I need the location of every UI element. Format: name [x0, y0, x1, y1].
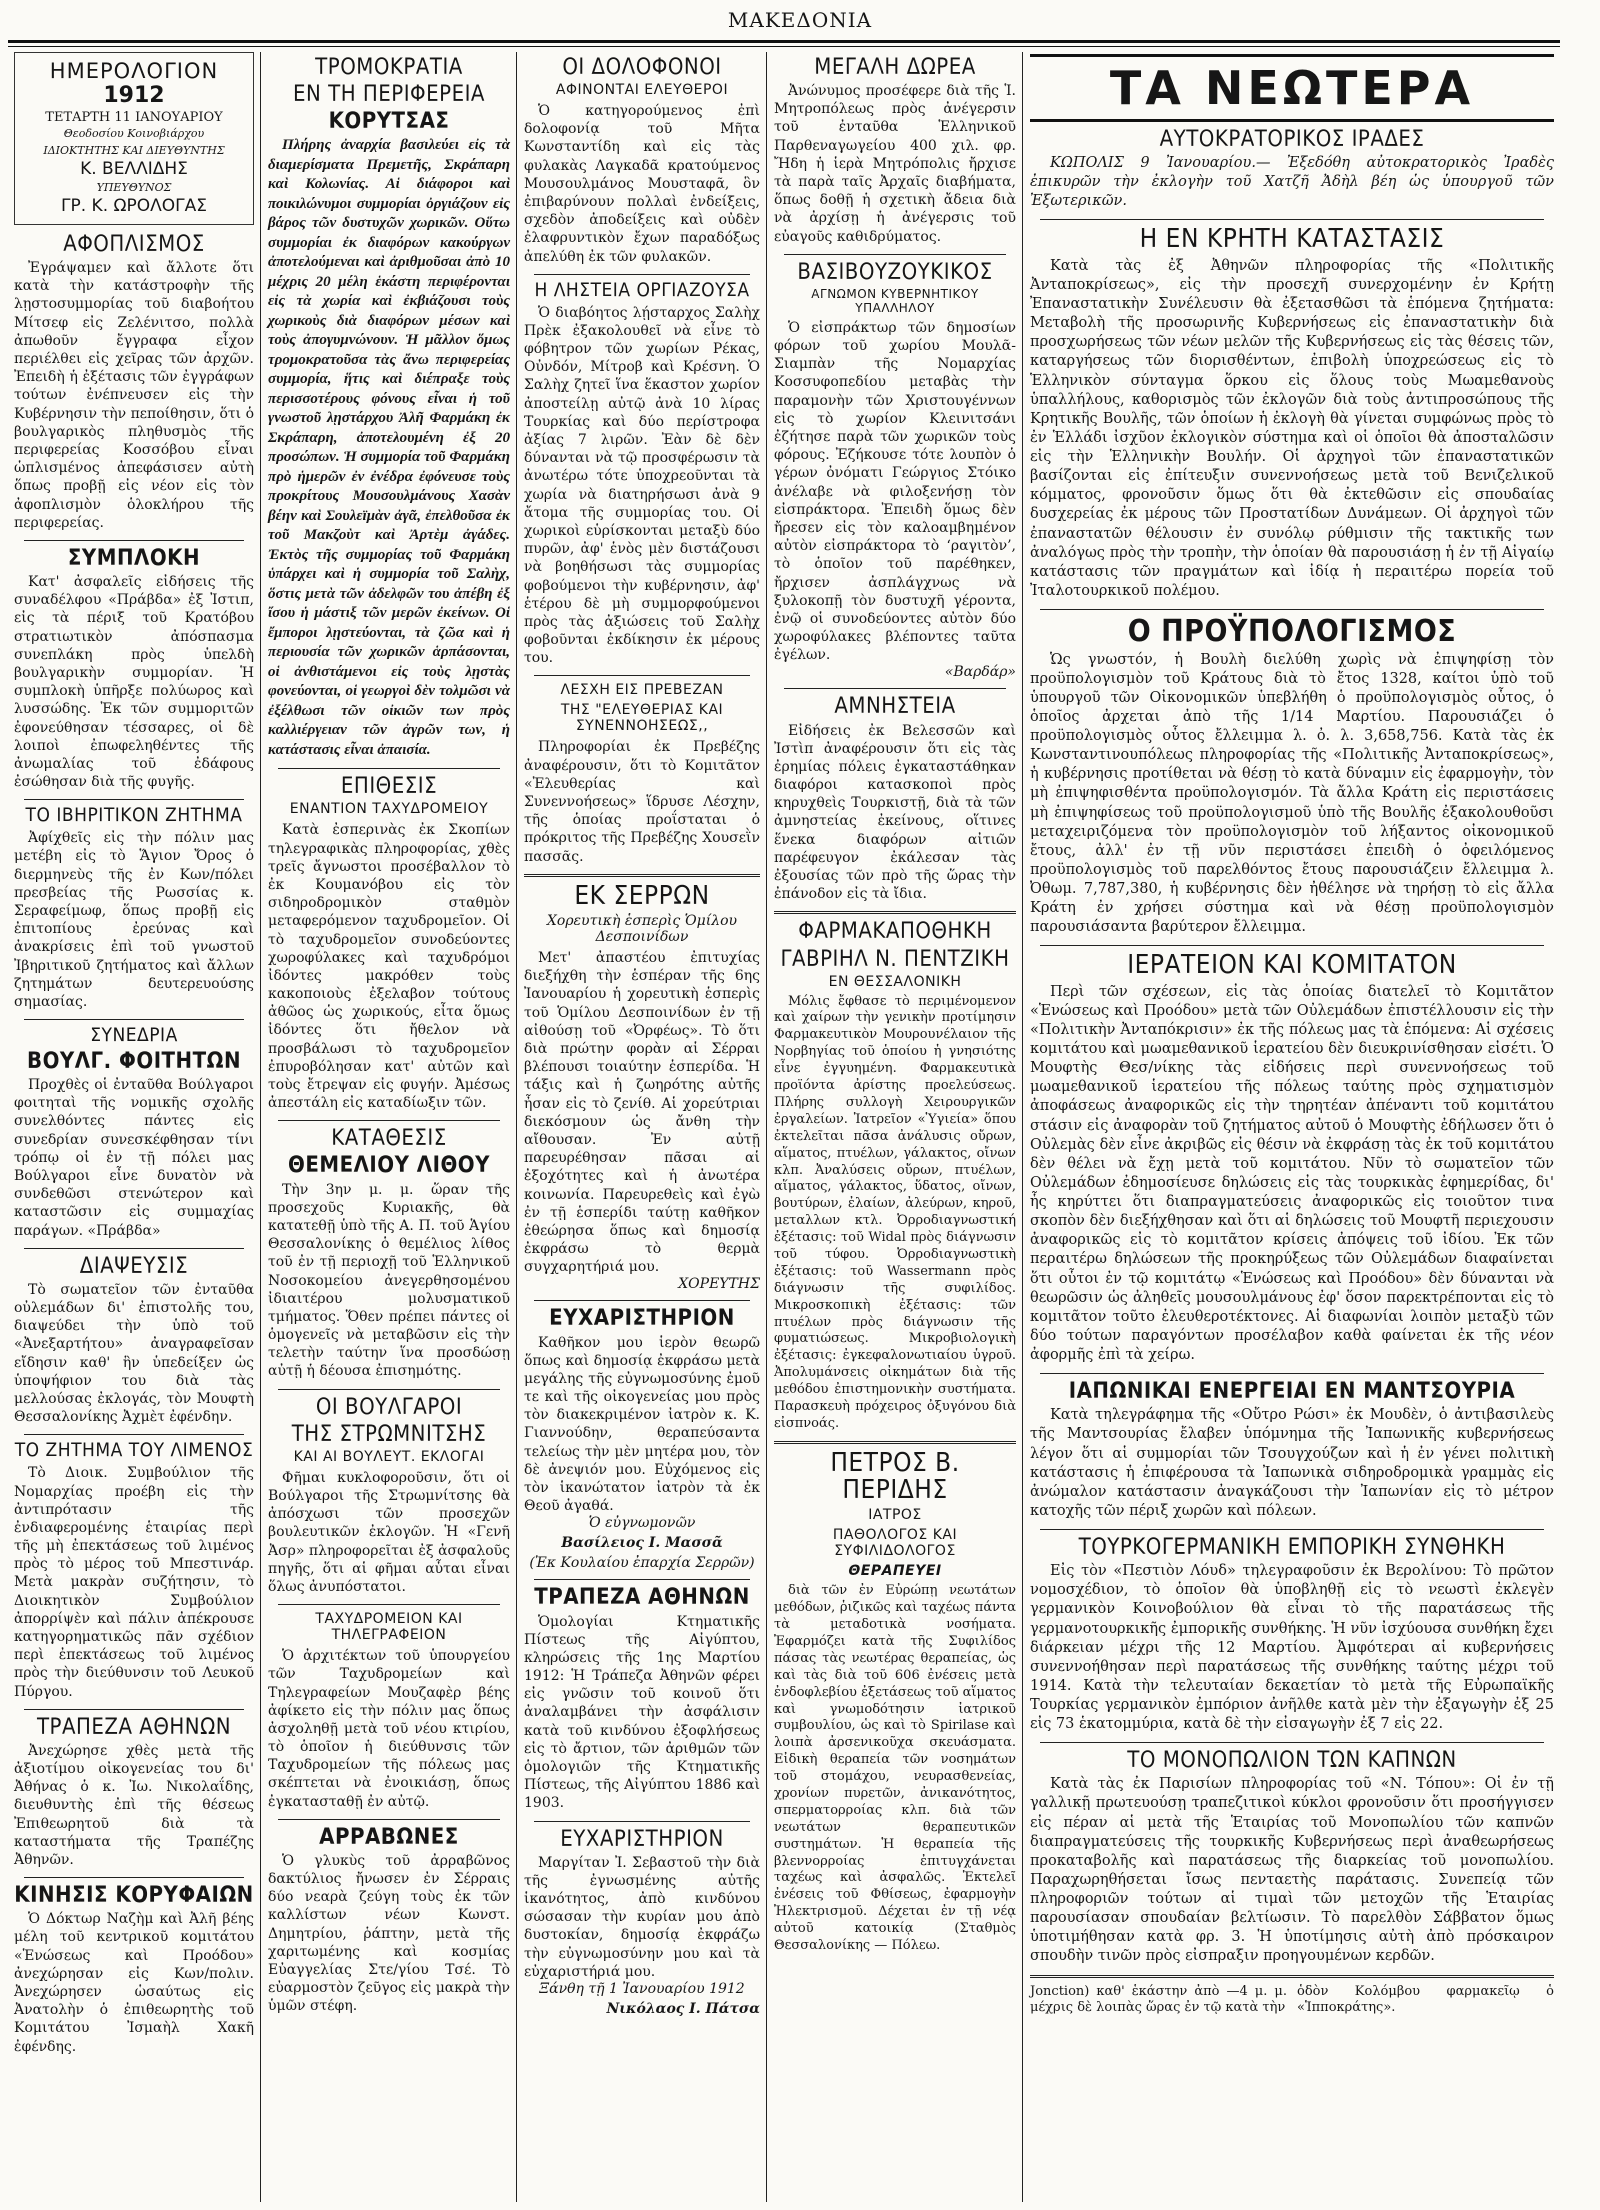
- article: [1030, 226, 1554, 601]
- page-footer-continuation: [1030, 1984, 1554, 2018]
- article-title: ΙΕΡΑΤΕΙΟΝ ΚΑΙ ΚΟΜΙΤΑΤΟΝ: [1127, 950, 1457, 981]
- article-signature-name: Νικόλαος Ι. Πάτσα: [606, 2000, 760, 2017]
- divider: [278, 1389, 500, 1390]
- article-title: ΤΑΧΥΔΡΟΜΕΙΟΝ ΚΑΙ ΤΗΛΕΓΡΑΦΕΙΟΝ: [315, 1611, 463, 1644]
- advertisement: [774, 1447, 1017, 1955]
- article-title: ΑΦΟΠΛΙΣΜΟΣ: [63, 232, 205, 257]
- ad-subtitle: ΕΝ ΘΕΣΣΑΛΟΝΙΚΗ: [828, 973, 962, 990]
- column-1: [8, 52, 260, 2202]
- top-rule: [8, 40, 1560, 43]
- article: [268, 1127, 510, 1380]
- article-body: Πληροφορίαι ἐκ Πρεβέζης ἀναφέρουσιν, ὅτι τὸ Κομιτᾶτον «Ἐλευθερίας καὶ Συνεννοήσεως» ἵδρυσε Λέσχην, τῆς ὁποίας προΐσταται ὁ πρόκριτος τῆς Πρεβέζης Χουσεῒν πασσᾶς.: [524, 739, 760, 865]
- article-title: ΕΥΧΑΡΙΣΤΗΡΙΟΝ: [549, 1306, 735, 1332]
- article-title: Η ΛΗΣΤΕΙΑ ΟΡΓΙΑΖΟΥΣΑ: [534, 278, 750, 301]
- divider: [278, 1819, 500, 1820]
- article-title-3: ΚΟΡΥΤΣΑΣ: [328, 109, 450, 135]
- responsible-name: ΓΡ. Κ. ΩΡΟΛΟΓΑΣ: [61, 196, 207, 216]
- article-body: Εἰς τὸν «Πεστιὸν Λόυδ» τηλεγραφοῦσιν ἐκ Βερολίνου: Τὸ πρῶτον νομοσχέδιον, τὸ ὁποῖον θὰ ὑποβληθῇ εἰς τὸ νεωστὶ ἐκλεγὲν γερμανικὸν Κοινοβούλιον θὰ εἶναι τὸ τῆς παρατάσεως τῆς γερμανοτουρκικῆς ἐμπορικῆς συνθήκης. Ἡ νῦν ἰσχύουσα συνθήκη ἔχει διάρκειαν μέχρι τῆς 12 Μαρτίου. Ἀμφότεραι αἱ κυβερνήσεις συνεννοήθησαν περὶ παρατάσεως τῆς συνθήκης ταύτης μέχρι τοῦ 1914. Κατὰ τὴν τελευταίαν δεκαετίαν τὸ μετὰ τῆς Εὐρωπαϊκῆς Τουρκίας γερμανικὸν ἐμπόριον ἀνῆλθε κατὰ μὲν τὴν ἐξαγωγὴν ἐξ 25 εἰς 73 ἑκατομμύρια, κατὰ δὲ τὴν εἰσαγωγὴν ἐξ 7 εἰς 22.: [1030, 1563, 1554, 1733]
- article-title: Η ΕΝ ΚΡΗΤΗ ΚΑΤΑΣΤΑΣΙΣ: [1139, 224, 1445, 255]
- article-title-2: ΒΟΥΛΓ. ΦΟΙΤΗΤΩΝ: [26, 1049, 242, 1074]
- article-subtitle: ΑΓΝΩΜΟΝ ΚΥΒΕΡΝΗΤΙΚΟΥ ΥΠΑΛΛΗΛΟΥ: [811, 286, 979, 315]
- divider: [784, 254, 1006, 255]
- article-title: ΑΜΝΗΣΤΕΙΑ: [834, 694, 956, 720]
- ad-subtitle: ΙΑΤΡΟΣ: [868, 1507, 922, 1524]
- divider: [1040, 1373, 1544, 1374]
- article-body: Ὁ Δόκτωρ Ναζὴμ καὶ Ἀλῆ βέης μέλη τοῦ κεντρικοῦ κομιτάτου «Ἑνώσεως καὶ Προόδου» ἀνεχώρησαν εἰς Κων/πολιν. Ἀνεχώρησεν ὡσαύτως εἰς Ἀνατολὴν ὁ ἐπιθεωρητὴς τοῦ Κομιτάτου Ἰσμαὴλ Χακῆ ἐφένδης.: [14, 1911, 254, 2055]
- divider: [278, 1120, 500, 1121]
- article-title: ΛΕΣΧΗ ΕΙΣ ΠΡΕΒΕΖΑΝ: [560, 682, 724, 699]
- article-body: Μετ' ἀπαστέου ἐπιτυχίας διεξήχθη τὴν ἑσπέραν τῆς 6ης Ἰανουαρίου ἡ χορευτικὴ ἑσπερὶς τοῦ Ὁμίλου Δεσποινίδων ἐν τῇ αἰθούσῃ τοῦ «Ὀρφέως». Τὸ ὅτι διὰ πρώτην φορὰν αἱ Σέρραι βλέπουσι τοιαύτην ἑσπερίδα. Ἡ τάξις καὶ ἡ ζωηρότης αὐτῆς ἦσαν εἰς τὸ ζενίθ. Αἱ χορεύτριαι διεκόσμουν ὡς ἄνθη τὴν αἴθουσαν. Ἐν αὐτῇ παρευρέθησαν πᾶσαι αἱ ἐξοχότητες καὶ ἡ ἀνωτέρα κοινωνία. Παρευρεθεὶς καὶ ἐγὼ ἐν τῇ ἑσπερίδι ταύτῃ καθῆκον ἐθεώρησα ὅπως καὶ δημοσίᾳ ἐκφράσω τὸ θερμὰ συγχαρητήριά μου.: [524, 950, 760, 1276]
- ad-title: ΦΑΡΜΑΚΑΠΟΘΗΚΗ: [798, 919, 992, 945]
- article-body: Τὴν 3ην μ. μ. ὥραν τῆς προσεχοῦς Κυριακῆς, θὰ κατατεθῇ ὑπὸ τῆς Α. Π. τοῦ Ἁγίου Θεσσαλονίκης ὁ θεμέλιος λίθος τοῦ ἐν τῇ περιοχῇ τοῦ Ἑλληνικοῦ Νοσοκομείου ἀνεγερθησομένου ἰδιαιτέρου μολυσματικοῦ τμήματος. Ὅθεν πρέπει πάντες οἱ ὁμογενεῖς νὰ μεταβῶσιν εἰς τὴν τελετὴν ταύτην ἵνα προσδώσῃ αὐτῇ ἡ δέουσα ἐπισημότης.: [268, 1181, 510, 1380]
- article: [1030, 616, 1554, 937]
- article-subtitle: ΑΦΙΝΟΝΤΑΙ ΕΛΕΥΘΕΡΟΙ: [555, 82, 729, 99]
- article-signature-place: (Ἐκ Κουλαίου ἐπαρχία Σερρῶν): [529, 1555, 755, 1572]
- article-title: ΚΑΤΑΘΕΣΙΣ: [331, 1126, 447, 1152]
- divider: [24, 799, 244, 800]
- article-body: Ὁ κατηγορούμενος ἐπὶ δολοφονίᾳ τοῦ Μῆτα Κωνσταντίδη καὶ εἰς τὰς φυλακὰς Λαγκαδᾶ κρατούμενος Μουσουλμάνος Μουσταφᾶ, ὃν ἐπιβαρύνουν πολλαὶ ἐνδείξεις, σχεδὸν ἀποδείξεις καὶ οὐδὲν ἐλαφρυντικὸν ἔχων παραδόξως ἀπελύθη ἐκ τῶν φυλακῶν.: [524, 103, 760, 265]
- article: [524, 1586, 760, 1812]
- article-title: ΕΠΙΘΕΣΙΣ: [340, 774, 438, 800]
- article: [1030, 1536, 1554, 1734]
- divider: [24, 1248, 244, 1249]
- article: [774, 261, 1016, 681]
- article-title-2: ΘΕΜΕΛΙΟΥ ΛΙΘΟΥ: [288, 1153, 490, 1179]
- article-title: ΣΥΝΕΔΡΙΑ: [90, 1024, 178, 1047]
- article-body: Ἀφίχθεῖς εἰς τὴν πόλιν μας μετέβη εἰς τὸ Ἅγιον Ὄρος ὁ διερμηνεὺς τῆς ἐν Κων/πόλει πρεσβείας τῆς Ρωσσίας κ. Σεραφείμωφ, ὅπως προβῇ εἰς ἐπιτοπίους ἐρεύνας καὶ ἀνακρίσεις ἐπὶ τοῦ γνωστοῦ Ἰβηριτικοῦ ζητήματος καὶ ἄλλων ζητημάτων δευτερευούσης σημασίας.: [14, 830, 254, 1010]
- article-title: ΣΥΜΠΛΟΚΗ: [67, 545, 201, 571]
- column-rule: [766, 52, 767, 2202]
- article-body: Κατ' ἀσφαλεῖς εἰδήσεις τῆς συναδέλφου «Πράβδα» ἐξ Ἰστιπ, εἰς τὰ πέριξ τοῦ Κρατόβου στρατιωτικὸν ἀπόσπασμα συνεπλάκη πρὸς ὑπελδὴ βουλγαρικὴν συμμορίαν. Ἡ συμπλοκὴ ὑπῆρξε πολύωρος καὶ λυσσώδης. Ἐκ τῶν συμμοριτῶν ἐφονεύθησαν τέσσαρες, οἱ δὲ λοιποὶ ἐπωφεληθέντες τῆς ἀνωμαλίας τοῦ ἐδάφους ἐσώθησαν διὰ τῆς φυγῆς.: [14, 574, 254, 791]
- article-body: Τὸ Διοικ. Συμβούλιον τῆς Νομαρχίας προέβη εἰς τὴν ἀντιπρότασιν τῆς ἐνδιαφερομένης ἑταιρίας περὶ τῆς μὴ ἐπεκτάσεως τοῦ λιμένος πρὸς τὸ μέρος τοῦ Μπεστινάρ. Μετὰ μακρὰν συζήτησιν, τὸ Διοικητικὸν Συμβούλιον ἀπορρίψὲν καὶ πάλιν ἀπέκρουσε κατηγορηματικῶς πᾶν σχέδιον περὶ ἐπεκτάσεως τοῦ λιμένος πρὸς τὴν διεύθυνσιν τοῦ Λευκοῦ Πύργου.: [14, 1465, 254, 1700]
- divider: [24, 1709, 244, 1710]
- column-rule: [1022, 52, 1023, 2202]
- article: [14, 547, 254, 791]
- article-title: ΤΡΑΠΕΖΑ ΑΘΗΝΩΝ: [36, 1714, 232, 1740]
- article: [268, 1826, 510, 2016]
- advertisement: [774, 920, 1016, 1432]
- divider: [24, 540, 244, 541]
- article-body: Κατὰ τὰς ἐκ Παρισίων πληροφορίας τοῦ «Ν. Τόπου»: Οἱ ἐν τῇ γαλλικῇ πρωτευούσῃ τραπεζιτικοὶ κύκλοι φρονοῦσιν ὅτι προσήγγισεν εἰς πέραν αἱ μετὰ τῆς Ἑταιρίας τοῦ Μονοπωλίου τῶν καπνῶν διαπραγματεύσεις τῆς τουρκικῆς Κυβερνήσεως περὶ ἀναθεωρήσεως προκαταβολῆς καὶ παρατάσεως τῆς διαρκείας τοῦ μονοπωλίου. Παραχωρηθήσεται ἴσως πενταετὴς παράτασις. Συνεπείᾳ τῶν πληροφοριῶν τούτων αἱ τιμαὶ τῶν μετοχῶν τῆς Ἑταιρίας παρουσίασαν σπουδαίαν βελτίωσιν. Τὸ παρελθὸν Σάββατον ὅμως ὑποτιμήθησαν κατὰ φρ. 3. Ἡ ὑποτίμησις αὐτὴ ἀπὸ πρόσκαιρον σπουδὴν τινῶν πρὸς εἰσπραξιν προηγουμένων κερδῶν.: [1030, 1776, 1554, 1965]
- article-body: Ὁ ἀρχιτέκτων τοῦ ὑπουργείου τῶν Ταχυδρομείων καὶ Τηλεγραφείων Μουζαφὲρ βέης ἀφίκετο εἰς τὴν πόλιν μας ὅπως ἀσχοληθῇ μετὰ τοῦ νέου κτιρίου, τὸ ὁποῖον ἡ διεύθυνσις τῶν Ταχυδρομείων τῆς πόλεως μας σκέπτεται νὰ ἐνοικιάσῃ, ὅπως ἐγκατασταθῇ ἐν αὐτῷ.: [268, 1648, 510, 1810]
- article-subtitle: ΕΝΑΝΤΙΟΝ ΤΑΧΥΔΡΟΜΕΙΟΥ: [289, 801, 489, 818]
- article-signature: ΧΟΡΕΥΤΗΣ: [678, 1276, 760, 1293]
- divider: [534, 1300, 750, 1301]
- article-subtitle: Χορευτικὴ ἑσπερὶς Ὁμίλου Δεσποινίδων: [546, 913, 738, 946]
- article-title: Ο ΠΡΟΫΠΟΛΟΓΙΣΜΟΣ: [1127, 614, 1457, 650]
- divider: [1040, 609, 1544, 610]
- article-title: ΤΟ ΜΟΝΟΠΩΛΙΟΝ ΤΩΝ ΚΑΠΝΩΝ: [1127, 1748, 1457, 1774]
- masthead: ΜΑΚΕΔΟΝΙΑ: [727, 8, 873, 32]
- article-title-2: ΤΗΣ ΣΤΡΩΜΝΙΤΣΗΣ: [291, 1421, 487, 1447]
- article-title: ΤΟ ΙΒΗΡΙΤΙΚΟΝ ΖΗΤΗΜΑ: [25, 804, 243, 827]
- article-title: ΟΙ ΔΟΛΟΦΟΝΟΙ: [562, 55, 722, 80]
- article-signature: Ὁ εὐγνωμονῶν: [588, 1515, 696, 1532]
- article: [14, 1441, 254, 1700]
- article: [14, 233, 254, 532]
- article: [1030, 1749, 1554, 1966]
- article-title: ΕΚ ΣΕΡΡΩΝ: [574, 880, 710, 911]
- article-body: Ὁ εἰσπράκτωρ τῶν δημοσίων φόρων τοῦ χωρίου Μουλᾶ-Σιαμπὰν τῆς Νομαρχίας Κοσσυφοπεδίου μεταβὰς τὴν παραμονὴν τῶν Χριστουγέννων εἰς τὸ χωρίον Κλεινιτσάνι ἐζήτησε παρὰ τῶν χωρικῶν τοὺς φόρους. Ἐζήκουσε τότε λουπὸν ὁ γέρων ὀνόματι Γεώργιος Στόικο ἀνέλαβε νὰ φιλοξενήσῃ τὸν εἰσπράκτορα. Ἐπειδὴ ὅμως δὲν ἤρεσεν εἰς τὸν καλοαμβημένον αὐτὸν εἰσπράκτορα τὸ ‘ραγιτὸν’, τὸ ὁποῖον τοῦ παρέθηκεν, ἤρχισεν ἀσπλάγχνως νὰ ξυλοκοπῇ τὸν δυστυχῆ γέροντα, ἐνῷ οἱ συνοδεύοντες αὐτὸν δύο χωροφύλακες βλέποντες ταῦτα ἐγέλων.: [774, 319, 1016, 664]
- top-rule-thin: [8, 46, 1560, 47]
- calendar-saint: Θεοδοσίου Κοινοβιάρχου: [63, 127, 205, 140]
- article-title: ΑΥΤΟΚΡΑΤΟΡΙΚΟΣ ΙΡΑΔΕΣ: [1159, 127, 1425, 152]
- calendar-date: ΤΕΤΑΡΤΗ 11 ΙΑΝΟΥΑΡΙΟΥ: [45, 110, 223, 125]
- article: [1030, 1380, 1554, 1521]
- article-title-2: ΕΝ ΤΗ ΠΕΡΙΦΕΡΕΙΑ: [293, 82, 485, 108]
- divider: [1030, 1975, 1554, 1978]
- article-signature-date: Ξάνθη τῇ 1 Ἰανουαρίου 1912: [539, 1980, 745, 1997]
- divider: [24, 1877, 244, 1878]
- article-body: Ὁ διαβόητος λῄσταρχος Σαλὴχ Πρὲκ ἐξακολουθεῖ νὰ εἶνε τὸ φόβητρον τῶν χωρίων Ρέκας, Οὐνδόν, Μίτροβ καὶ Κρέσνη. Ὁ Σαλὴχ ζητεῖ ἵνα ἕκαστον χωρίον ἀποστείλῃ αὐτῷ ἀνὰ 10 λίρας Τουρκίας καὶ δύο περίστροφα ἀξίας 7 λιρῶν. Ἐὰν δὲ δὲν δύνανται νὰ τῷ προσφέρωσιν τὰ ἀνωτέρω τότε ὑποχρεοῦνται τὰ χωρία νὰ διατηρήσωσι ἀνὰ 9 ἄτομα τῆς συμμορίας του. Οἱ χωρικοὶ εὑρίσκονται μεταξὺ δύο πυρῶν, ἀφ' ἑνὸς μὲν διστάζουσι νὰ βοηθήσωσι τὰς συμμορίας φοβούμενοι τὴν κυβέρνησιν, ἀφ' ἑτέρου δὲ μὴ συμμορφούμενοι πρὸς τὰς ἀξιώσεις τοῦ Σαλὴχ φοβοῦνται ἐκδίκησιν ἐκ μέρους του.: [524, 304, 760, 667]
- article: [268, 775, 510, 1112]
- article: [14, 1884, 254, 2056]
- article-body: Ἀνώνυμος προσέφερε διὰ τῆς Ἱ. Μητροπόλεως πρὸς ἀνέγερσιν τοῦ ἐνταῦθα Ἑλληνικοῦ Παρθεναγωγείου 400 χιλ. φρ. Ἤδη ἡ ἱερὰ Μητρόπολις ἤρχισε τὰ παρὰ ταῖς Ἀρχαῖς διαβήματα, ὅπως δοθῇ ἡ σχετικὴ ἄδεια διὰ νὰ ἀρχίσῃ ἡ ἀνέγερσις τοῦ εὐαγοῦς καθιδρύματος.: [774, 83, 1016, 245]
- divider: [534, 1821, 750, 1822]
- article-body: Ὁμολογίαι Κτηματικῆς Πίστεως τῆς Αἰγύπτου, κληρώσεις τῆς 1ης Μαρτίου 1912: Ἡ Τράπεζα Ἀθηνῶν φέρει εἰς γνῶσιν τοῦ κοινοῦ ὅτι ἀναλαμβάνει τὴν ἀσφάλισιν κατὰ τοῦ κινδύνου ἐξοφλήσεως εἰς τὸ ἄρτιον, τῶν ἀριθμῶν τῶν ὁμολογιῶν τῆς Κτηματικῆς Πίστεως, τῆς Αἰγύπτου 1886 καὶ 1903.: [524, 1613, 760, 1812]
- article: [524, 682, 760, 865]
- article-title: ΕΥΧΑΡΙΣΤΗΡΙΟΝ: [560, 1826, 724, 1852]
- divider: [534, 274, 750, 275]
- article-title: ΚΙΝΗΣΙΣ ΚΟΡΥΦΑΙΩΝ: [14, 1883, 254, 1909]
- article: [268, 1611, 510, 1811]
- article-title: ΤΟ ΖΗΤΗΜΑ ΤΟΥ ΛΙΜΕΝΟΣ: [14, 1439, 254, 1462]
- article-title: ΙΑΠΩΝΙΚΑΙ ΕΝΕΡΓΕΙΑΙ ΕΝ ΜΑΝΤΣΟΥΡΙΑ: [1068, 1379, 1516, 1405]
- article-title: ΟΙ ΒΟΥΛΓΑΡΟΙ: [315, 1394, 463, 1420]
- article: [268, 56, 510, 760]
- column-3: [518, 52, 766, 2202]
- ad-title-2: ΠΑΘΟΛΟΓΟΣ ΚΑΙ ΣΥΦΙΛΙΔΟΛΟΓΟΣ: [832, 1527, 958, 1560]
- ad-subtitle-2: ΘΕΡΑΠΕΥΕΙ: [848, 1563, 942, 1580]
- article: [524, 278, 760, 668]
- divider: [534, 1579, 750, 1580]
- divider: [24, 1434, 244, 1435]
- ad-title-2: ΓΑΒΡΙΗΛ Ν. ΠΕΝΤΖΙΚΗ: [780, 946, 1010, 972]
- article-body: Εἰδήσεις ἐκ Βελεσσῶν καὶ Ἰστὶπ ἀναφέρουσιν ὅτι εἰς τὰς ἐρημίας πόλεις ἐγκαταστάθηκαν διαφόροι κατασκοποὶ πρὸς κηρυχθεὶς Τουρκιστῇ, διὰ τὰ τῶν ἀμνηστείας ἐκείνους, οἵτινες ἕνεκα διαφόρων αἰτιῶν παρέφευγον ἐκάλεσαν τὰς ἐξουσίας τῶν πρὸ τῆς ὥρας τὴν ἐπάνοδον εἰς τὰ ἴδια.: [774, 722, 1016, 903]
- article: [14, 1255, 254, 1427]
- article: [14, 1026, 254, 1240]
- divider: [278, 768, 500, 769]
- article-body: Ἀνεχώρησε χθὲς μετὰ τῆς ἀξιοτίμου οἰκογενείας του δι' Ἀθήνας ὁ κ. Ἰω. Νικολαΐδης, διευθυντὴς ἐπὶ τῆς θέσεως Ἐπιθεωρητοῦ διὰ τὰ καταστήματα τῆς Τραπέζης Ἀθηνῶν.: [14, 1742, 254, 1868]
- article: [14, 1716, 254, 1869]
- divider: [278, 1604, 500, 1605]
- article-title: ΒΑΣΙΒΟΥΖΟΥΚΙΚΟΣ: [797, 259, 993, 285]
- article: [524, 1307, 760, 1571]
- article-body: Περὶ τῶν σχέσεων, εἰς τὰς ὁποίας διατελεῖ τὸ Κομιτᾶτον «Ἑνώσεως καὶ Προόδου» μετὰ τῶν Οὐλεμάδων ἐπιστέλλουσιν εἰς τὴν «Πολιτικὴν Ἀνταπόκρισιν» ἐκ τῆς πόλεως μας τὰ ἑπόμενα: Αἱ σχέσεις κομιτάτου καὶ μωαμεθανικοῦ ἱερατείου δὲν διευκρινίσθησαν εἰσέτι. Ὁ Μουφτὴς Θεσ/νίκης τὰς εἰδήσεις περὶ συνεννοήσεως τοῦ μωαμεθανικοῦ ἱερατείου τῆς πόλεως ταύτης πρὸς σχηματισμὸν ἀποφάσεως ἀναφορικῶς εἰς τὴν τηρητέαν ἀπέναντι τοῦ κομιτάτου στάσιν εἰς ἀναφορὰν τοῦ ζητήματος αὐτοῦ ὁ Μουφτὴς ἐδήλωσεν ὅτι ὁ Οὐλεμὰς δὲν εἶνε ἀκριβῶς εἰς θέσιν νὰ ἐκφράσῃ τὰς ἐκ τοῦ κομιτάτου δὲν θέλει νὰ ἔχῃ μετὰ τοῦ κομιτάτου. Νῦν τὸ σωματεῖον τῶν Οὐλεμάδων ἐδημοσίευσε δηλώσεις εἰς τὰς τουρκικὰς ἐφημερίδας, δι' ἧς κηρύττει ὅτι διαπραγματεύσεις ἀναφορικῶς εἰς τοιοῦτον τινα σκοπὸν δὲν διεξήχθησαν καὶ ὅτι αἱ δηλώσεις τοῦ Μουφτῆ περιεχουσιν ἀναφορικῶς εἰς τὸ κομιτᾶτον κρίσεις ἀπόψεις τοῦ ἰδίου. Ἐκ τῶν περαιτέρω δηλώσεων τῆς προκηρύξεως τῶν Οὐλεμάδων διαφαίνεται ὅτι οὗτοι ἐν τῷ κομιτάτῳ «Ἑνώσεως καὶ Προόδου» δὲν δύνανται νὰ θεωρῶσιν ὡς ἀληθεῖς μουσουλμάνους ἐφ' ὅσον παρεκτρέπονται εἰς τὸ κομιτᾶτον τοῦτο ἐλευθεροτέκτονες. Αἱ διαφωνίαι λοιπὸν μεταξὺ τῶν δύο τούτων παραγόντων προσέλαβον καθὰ φαίνεται ἐκ τῆς νέον ἀφορμῆς ἐπὶ τὰ χείρω.: [1030, 983, 1554, 1364]
- divider: [534, 675, 750, 676]
- column-rule: [516, 52, 517, 2202]
- divider: [1040, 945, 1544, 946]
- ad-body: Μόλις ἔφθασε τὸ περιμένομενον καὶ χαίρων τὴν γενικὴν προτίμησιν Φαρμακευτικὸν Μουρουνέλαιον τῆς Νορβηγίας τοῦ ὁποίου ἡ γνησιότης εἶνε ἐγγυημένη. Φαρμακευτικὰ προϊόντα ἀρίστης προελεύσεως. Πλήρης συλλογὴ Χειρουργικῶν ἐργαλείων. Ἰατρεῖον «Ὑγιεία» ὅπου ἐκτελεῖται πᾶσα ἀνάλυσις οὔρων, αἵματος, πτυέλων, γάλακτος, οἴνων κλπ. Ἀναλύσεις οὔρων, πτυέλων, αἵματος, γάλακτος, ὕδατος, οἴνων, βουτύρων, ἐλαίων, ἀλεύρων, κηροῦ, μεταλλων κτλ. Ὀρροδιαγνωστική ἐξέτασις: τοῦ Widal πρὸς διάγνωσιν τοῦ τύφου. Ὀρροδιαγνωστικὴ ἐξέτασις: τοῦ Wassermann πρὸς διάγνωσιν τῆς συφιλίδος. Μικροσκοπικὴ ἐξέτασις: τῶν πτυέλων πρὸς διάγνωσιν τῆς φυματιώσεως. Μικροβιολογικὴ ἐξέτασις: ἐγκεφαλονωτιαίου ὑγροῦ. Ἀπολυμάνσεις οἰκημάτων διὰ τῆς μεθόδου ἐπιστημονικὴν συστήματα. Παρασκευὴ πρόχειρος ὀξυγόνου διὰ εἰσπνοάς.: [774, 993, 1016, 1431]
- divider: [24, 1019, 244, 1020]
- divider: [774, 911, 1016, 914]
- article: [524, 56, 760, 266]
- divider: [1040, 1742, 1544, 1743]
- article: [268, 1396, 510, 1597]
- column-4: [768, 52, 1022, 2202]
- article-body: Κατὰ τηλεγράφημα τῆς «Οὔτρο Ρώσι» ἐκ Μουδὲν, ὁ ἀντιβασιλεὺς τῆς Μαντσουρίας ἔλαβεν ὑπόμνημα τῆς Ἰαπωνικῆς κυβερνήσεως λέγον ὅτι αἱ συμμορίαι τῶν Τσουγχούζων καὶ ἡ ἐν γένει πολιτικὴ κατάστασις ἡ ἐπιφέρουσα τὰ Ἰαπωνικὰ σιδηροδρομικὰ γραμμὰς εἰς ἀνώμαλον κατάστασιν ἀναγκάζουσι τὴν Ἰαπωνίαν εἰς τὸ μέτρον κατοχῆς τῶν πέριξ χωρῶν καὶ πόλεων.: [1030, 1407, 1554, 1519]
- article-body: Καθῆκον μου ἱερὸν θεωρῶ ὅπως καὶ δημοσίᾳ ἐκφράσω μετὰ μεγάλης τῆς εὐγνωμοσύνης ἐμοῦ τε καὶ τῆς οἰκογενείας μου πρὸς τὸν διακεκριμένον ἰατρὸν κ. Κ. Γιαννούδην, θεραπεύσαντα τελείως τὴν μὲν μητέρα μου, τὸν δὲ ἀνεψιόν μου. Εὐχόμενος εἰς τὸν ἱκανώτατον ἰατρὸν τὰ ἐκ Θεοῦ ἀγαθά.: [524, 1334, 760, 1515]
- article-body: Ἐγράψαμεν καὶ ἄλλοτε ὅτι κατὰ τὴν κατάστροφὴν τῆς λῃστοσυμμορίας τοῦ διαβοήτου Μίτσεφ εἰς Ζελένιτσο, πολλὰ ἀπωθοῦν ἔγγραφα εἶχον περιέλθει εἰς χεῖρας τῶν ἀρχῶν. Ἐπειδὴ ἡ ἐξέτασις τῶν ἐγγράφων τούτων ἐνέπνευσεν εἰς τὴν Κυβέρνησιν τὴν πεποίθησιν, ὅτι ὁ βουλγαρικὸς πληθυσμὸς τῆς περιφερείας Κοσσόβου εἶναι ὡπλισμένος ἀπεφάσισεν αὐτὴ ὅπως προβῇ εἰς νέον εἰς τὸν ἀφοπλισμὸν ὁλοκλήρου τῆς περιφερείας.: [14, 260, 254, 531]
- owner-name: Κ. ΒΕΛΛΙΔΗΣ: [80, 159, 188, 179]
- article-title: ΤΟΥΡΚΟΓΕΡΜΑΝΙΚΗ ΕΜΠΟΡΙΚΗ ΣΥΝΘΗΚΗ: [1078, 1535, 1506, 1561]
- article-title: ΑΡΡΑΒΩΝΕΣ: [319, 1824, 459, 1850]
- divider: [774, 1441, 1016, 1444]
- article-body: Κατὰ τὰς ἐξ Ἀθηνῶν πληροφορίας τῆς «Πολιτικῆς Ἀνταποκρίσεως», εἰς τὴν προσεχῆ συνερχομένην ἐν Κρήτῃ Ἐπαναστατικὴν Συνέλευσιν θὰ ἐξετασθῶσι τὰ ἑπόμενα ζητήματα: Μεταβολὴ τῆς προσωρινῆς Κυβερνήσεως εἰς ἐπαναστατικὴν διὰ προσχωρήσεως τῶν νέων μελῶν τῆς Κυβερνήσεως εἰς τὰς θέσεις τῶν, καταργήσεως τῶν διορισθέντων, ἐπιβολὴ ὑποχρεώσεως εἰς τὸ Ἑλληνικὸν σύνταγμα ὅρκου εἰς ὅλους τοὺς Μωαμεθανοὺς ὑπαλλήλους, καθορισμὸς τῶν ἐκλογῶν διὰ τοὺς ἀντιπροσώπους τῆς Κρητικῆς Βουλῆς, τῶν ὁποίων ἡ ἐκλογὴ θὰ γίνεται συμφώνως πρὸς τὸ ἐν Ἑλλάδι ἰσχῦον ἐκλογικὸν σύστημα καὶ οἱ ὁποῖοι θὰ ἀποσταλῶσιν εἰς τὴν Ἑλληνικὴν Βουλήν. Οἱ ἀρχηγοὶ τῶν ἐπαναστατικῶν βασίζονται εἰς ἐπίτευξιν συνεννοήσεως μετὰ τοῦ Βενιζελικοῦ κόμματος, φρονοῦσιν ὅμως ὅτι θὰ ἐκτεθῶσιν εἰς σπουδαίας δυσχερείας ἐκ μέρους τῶν Προστατίδων Δυνάμεων. Οἱ ἀρχηγοὶ τῶν ἐπαναστατῶν θέλουσιν ἐν συνόλῳ ρύθμισιν τῆς τακτικῆς των ἀναλόγως πρὸς τὴν τροπὴν, τὴν ὁποίαν θὰ παρουσιάσῃ ἡ ἐν τῇ Αἰγαίῳ κατάστασις τῶν πραγμάτων καὶ ἰδίᾳ ἡ περαιτέρω πορεία τοῦ Ἰταλοτουρκικοῦ πολέμου.: [1030, 257, 1554, 599]
- owner-label: ΙΔΙΟΚΤΗΤΗΣ ΚΑΙ ΔΙΕΥΘΥΝΤΗΣ: [43, 144, 225, 157]
- column-rule: [260, 52, 261, 2202]
- article: [774, 56, 1016, 246]
- article-signature-name: Βασίλειος Ι. Μασσᾶ: [561, 1535, 723, 1552]
- article-body: Τὸ σωματεῖον τῶν ἐνταῦθα οὐλεμάδων δι' ἐπιστολῆς του, διαψεύδει τὴν ὑπὸ τοῦ «Ἀνεξαρτήτου» ἀναγραφεῖσαν εἴδησιν καθ' ἣν ὑπεδείξεν ὡς ὑποψήφιον του διὰ τὰς μελλούσας ἐκλογάς, τὸν Μουφτὴ Θεσσαλονίκης Ἀχμὲτ ἐφένδην.: [14, 1281, 254, 1426]
- column-5: [1024, 52, 1560, 2202]
- article-subtitle: ΚΑΙ ΑΙ ΒΟΥΛΕΥΤ. ΕΚΛΟΓΑΙ: [293, 1448, 485, 1465]
- footer-continuation-right: ὁδὸν Κολόμβου φαρμακεῖῳ ὁ «Ἱπποκράτης».: [1297, 1983, 1554, 2016]
- article-body: Προχθὲς οἱ ἐνταῦθα Βούλγαροι φοιτηταὶ τῆς νομικῆς σχολῆς συνελθόντες πάντες εἰς συνεδρίαν συνεσκέφθησαν τίνι τρόπῳ οἱ ἐν τῇ πόλει μας Βούλγαροι εἶνε δυνατὸν νὰ συνδεθῶσι στενώτερον καὶ καταστῶσιν εἰς συμμαχίας παράγων. «Πράβδα»: [14, 1077, 254, 1239]
- article-body: Κατὰ ἐσπερινὰς ἐκ Σκοπίων τηλεγραφικὰς πληροφορίας, χθὲς τρεῖς ἄγνωστοι προσέβαλλον τὸ ἐκ Κουμανόβου εἰς τὸν σιδηροδρομικὸν σταθμὸν μεταφερόμενον ταχυδρομεῖον. Οἱ τὸ ταχυδρομεῖον συνοδεύοντες χωροφύλακες καὶ ταχυδρόμοι ἰδόντες μακρόθεν τοὺς κακοποιοὺς ἐξελαβον τούτους ἀθῶος ὡς χωρικούς, εἶτα ὅμως ἰδόντες ὅτι ἤθελον νὰ προσβάλωσι τὸ ταχυδρομεῖον ἐπυροβόλησαν κατ' αὐτῶν καὶ τοὺς ἔτρεψαν εἰς φυγήν. Ἀμέσως ἀπεστάλη εἰς καταδίωξιν τῶν.: [268, 822, 510, 1112]
- ad-body: διὰ τῶν ἐν Εὐρώπῃ νεωτάτων μεθόδων, ῥιζικῶς καὶ ταχέως πάντα τὰ μεταδοτικὰ νοσήματα. Ἐφαρμόζει κατὰ τῆς Συφιλίδος πάσας τὰς νεωτέρας θεραπείας, ὡς καὶ τὰς διὰ τοῦ 606 ἐνέσεις μετὰ ἐνδοφλεβίου ἐξετάσεως τοῦ αἵματος καὶ γνωμοδότησιν ἰατρικοῦ συμβουλίου, ὡς καὶ τὸ Spirilase καὶ λοιπὰ ἀρσενικοῦχα σκευάσματα. Εἰδικὴ θεραπεία τῶν νοσημάτων τοῦ στομάχου, νευρασθενείας, χρονίων πυρετῶν, ἀνικανότητος, σπερματορροίας κλπ. διὰ τῶν νεωτάτων θεραπευτικῶν συστημάτων. Ἡ θεραπεία τῆς βλεννορροίας ἐπιτυγχάνεται ταχέως καὶ ἀσφαλῶς. Ἐκτελεῖ ἐνέσεις τοῦ Φθίσεως, ἐφαρμογὴν Ἠλεκτρισμοῦ. Δέχεται ἐν τῇ νέᾳ αὐτοῦ κατοικίᾳ (Σταθμὸς Θεσσαλονίκης — Πόλεω.: [774, 1583, 1017, 1954]
- article: [1030, 128, 1554, 211]
- calendar-title: ΗΜΕΡΟΛΟΓΙΟΝ: [49, 59, 219, 83]
- divider: [1040, 219, 1544, 220]
- article: [524, 1828, 760, 2017]
- divider: [1040, 1529, 1544, 1530]
- article-subtitle: ΤΗΣ "ΕΛΕΥΘΕΡΙΑΣ ΚΑΙ ΣΥΝΕΝΝΟΗΣΕΩΣ,,: [560, 702, 724, 735]
- article: [14, 806, 254, 1011]
- article-body: Μαργίταν Ἰ. Σεβαστοῦ τὴν διὰ τῆς ἐγνωσμένης αὐτῆς ἱκανότητος, ἀπὸ κινδύνου σώσασαν τὴν κυρίαν μου ἀπὸ δυστοκίαν, δημοσίᾳ ἐκφράζω τὴν εὐγνωμοσύνην μου καὶ τὰ εὐχαριστήριά μου.: [524, 1854, 760, 1980]
- article-title: ΤΡΟΜΟΚΡΑΤΙΑ: [315, 55, 463, 80]
- article-body: Πλήρης ἀναρχία βασιλεύει εἰς τὰ διαμερίσματα Πρεμετῆς, Σκράπαρη καὶ Κολωνίας. Αἱ διάφοροι καὶ ποικιλώνυμοι συμμορίαι ὀργιάζουν εἰς βάρος τῶν δυστυχῶν χωρικῶν. Οὕτω συμμορίαι ἐκ διαφόρων κακούργων ἀποτελούμεναι καὶ ἀριθμοῦσαι ἀπὸ 10 μέχρις 20 μέλη ἑκάστη περιφέρονται εἰς τὰ χωρία καὶ ἐκβιάζουσι τοὺς χωρικοὺς διὰ διαφόρων μέσων καὶ τοὺς ἀπογυμνώνουν. Ἡ μᾶλλον ὅμως τρομοκρατοῦσα τὰς ἄνω περιφερείας συμμορία, ἥτις καὶ διέπραξε τοὺς περισσοτέρους φόνους εἶναι ἡ τοῦ γνωστοῦ λῃστάρχου Ἀλῆ Φαρμάκη ἐκ Σκράπαρη, ἀποτελουμένη ἐξ 20 προσώπων. Ἡ συμμορία τοῦ Φαρμάκη πρὸ ἡμερῶν ἐν ἐνέδρα ἐφόνευσε τοὺς προκρίτους Μουσουλμάνους Χασὰν βέην καὶ Σουλεϊμὰν ἀγᾶ, ἐπελθοῦσα ἐκ τοῦ Μακζοὺτ καὶ Ἀρτὲμ ἀγάδες. Ἐκτὸς τῆς συμμορίας τοῦ Φαρμάκη ὑπάρχει καὶ ἡ συμμορία τοῦ Σαλὴχ, ὅστις μετὰ τῶν ἀδελφῶν του ἀπέβη ἐξ ἴσου ἡ μάστιξ τῶν μερῶν ἐκείνων. Οἱ ἔμποροι λῃστεύονται, τὰ ζῶα καὶ ἡ περιουσία τῶν χωρικῶν ἁρπάσονται, οἱ ἀνθιστάμενοι εἰς τοὺς λῃστὰς φονεύονται, οἱ γεωργοὶ δὲν τολμῶσι νὰ ἐξέλθωσι τῶν οἰκιῶν των πρὸς καλλιέργειαν τῶν ἀγρῶν των, ἡ κατάστασις εἶναι ἀπαισία.: [268, 137, 510, 758]
- article: [524, 880, 760, 1293]
- calendar-box: [14, 52, 254, 225]
- article-body: Ὡς γνωστόν, ἡ Βουλὴ διελύθη χωρὶς νὰ ἐπιψηφίσῃ τὸν προϋπολογισμὸν τοῦ Κράτους διὰ τὸ ἔτος 1328, καίτοι ὑπὸ τοῦ ὑπουργοῦ τῶν Οἰκονομικῶν ὑπεβλήθη ὁ προϋπολογισμὸς οὗτος, ὁ ὁποῖος ἀρχεται ἀπὸ τῆς 1/14 Μαρτίου. Παρουσιάζει ὁ προϋπολογισμὸς οὗτος ἔλλειμμα λ. ὀ. λ. 3,658,756. Κατὰ τὰς ἐκ Κωνσταντινουπόλεως πληροφορίας τῆς «Πολιτικῆς Ἀνταποκρίσεως», ἡ κυβέρνησις προτίθεται νὰ θέσῃ τὸ κατὰ δύναμιν εἰς ἐφαρμογὴν, τὸν μὴ ἐπιψηφισθέντα προϋπολογισμόν. Τὰ ἄλλα Κράτη εἰς περιστάσεις μὴ ἐπιψηφίσεως τοῦ προϋπολογισμοῦ ὑπὸ τῆς Βουλῆς ἐξακολουθοῦσι μεταχειριζόμενα τὸν προϋπολογισμὸν τοῦ λήξαντος οἰκονομικοῦ ἔτους, ἀλλ' ἐν τῇ νῦν περιστάσει ἐπειδὴ ὁ ὀφειλόμενος προϋπολογισμὸς τοῦ παρελθόντος ἔτους παρουσιάζειν ἔλλειμμα λ. Ὀθωμ. 7,787,380, ἡ κυβέρνησις δὲν ἠθέλησε νὰ τηρήσῃ τὸ εἰς ἄλλα Κράτη ἐν χρήσει σύστημα καὶ νὰ θέσῃ προϋπολογισμὸν παρουσιάσαντα βαρύτερον ἔλλειμμα.: [1030, 651, 1554, 936]
- article-signature: «Βαρδάρ»: [944, 664, 1016, 681]
- article-body: ΚΩΠΟΛΙΣ 9 Ἰανουαρίου.— Ἐξεδόθη αὐτοκρατορικὸς Ἰραδὲς ἐπικυρῶν τὴν ἐκλογὴν τοῦ Χατζῆ Ἀδὴλ βέη ὡς ὑπουργοῦ τῶν Ἐξωτερικῶν.: [1030, 155, 1554, 210]
- latest-news-banner: ΤΑ ΝΕΩΤΕΡΑ: [1030, 54, 1554, 122]
- article: [1030, 952, 1554, 1365]
- column-2: [262, 52, 516, 2202]
- ad-title: ΠΕΤΡΟΣ Β. ΠΕΡΙΔΗΣ: [830, 1447, 960, 1506]
- article-title: ΔΙΑΨΕΥΣΙΣ: [79, 1253, 189, 1279]
- responsible-label: ΥΠΕΥΘΥΝΟΣ: [96, 181, 172, 194]
- article-title: ΜΕΓΑΛΗ ΔΩΡΕΑ: [814, 55, 976, 80]
- calendar-year: 1912: [103, 83, 165, 108]
- article-title: ΤΡΑΠΕΖΑ ΑΘΗΝΩΝ: [534, 1585, 750, 1611]
- footer-continuation-left: Jonction) καθ' ἑκάστην ἀπὸ —4 μ. μ. μέχρις δὲ λοιπὰς ὥρας ἐν τῷ κατὰ τὴν: [1030, 1983, 1287, 2016]
- divider: [784, 688, 1006, 689]
- divider: [524, 874, 760, 877]
- article: [774, 695, 1016, 903]
- article-body: Ὁ γλυκὺς τοῦ ἀρραβῶνος δακτύλιος ἤνωσεν ἐν Σέρραις δύο νεαρὰ ζεύγη τοὺς ἐκ τῶν καλλίστων νέων Κωνστ. Δημητρίου, ῥάπτην, μετὰ τῆς χαριτωμένης καὶ κοσμίας Εὐαγγελίας Στε/γίου Τσέ. Τὸ εὐαρμοστὸν ζεῦγος εἰς μακρὰ τὴν ὑμῶν στέφη.: [268, 1852, 510, 2015]
- article-body: Φῆμαι κυκλοφοροῦσιν, ὅτι οἱ Βούλγαροι τῆς Στρωμνίτσης θὰ ἀπόσχωσι τῶν προσεχῶν βουλευτικῶν ἐκλογῶν. Ἡ «Γενῆ Ἀσρ» πληροφορεῖται ἐξ ἀσφαλοῦς πηγῆς, ὅτι αἱ φῆμαι αὗται εἶναι ὅλως ἀνυπόστατοι.: [268, 1469, 510, 1595]
